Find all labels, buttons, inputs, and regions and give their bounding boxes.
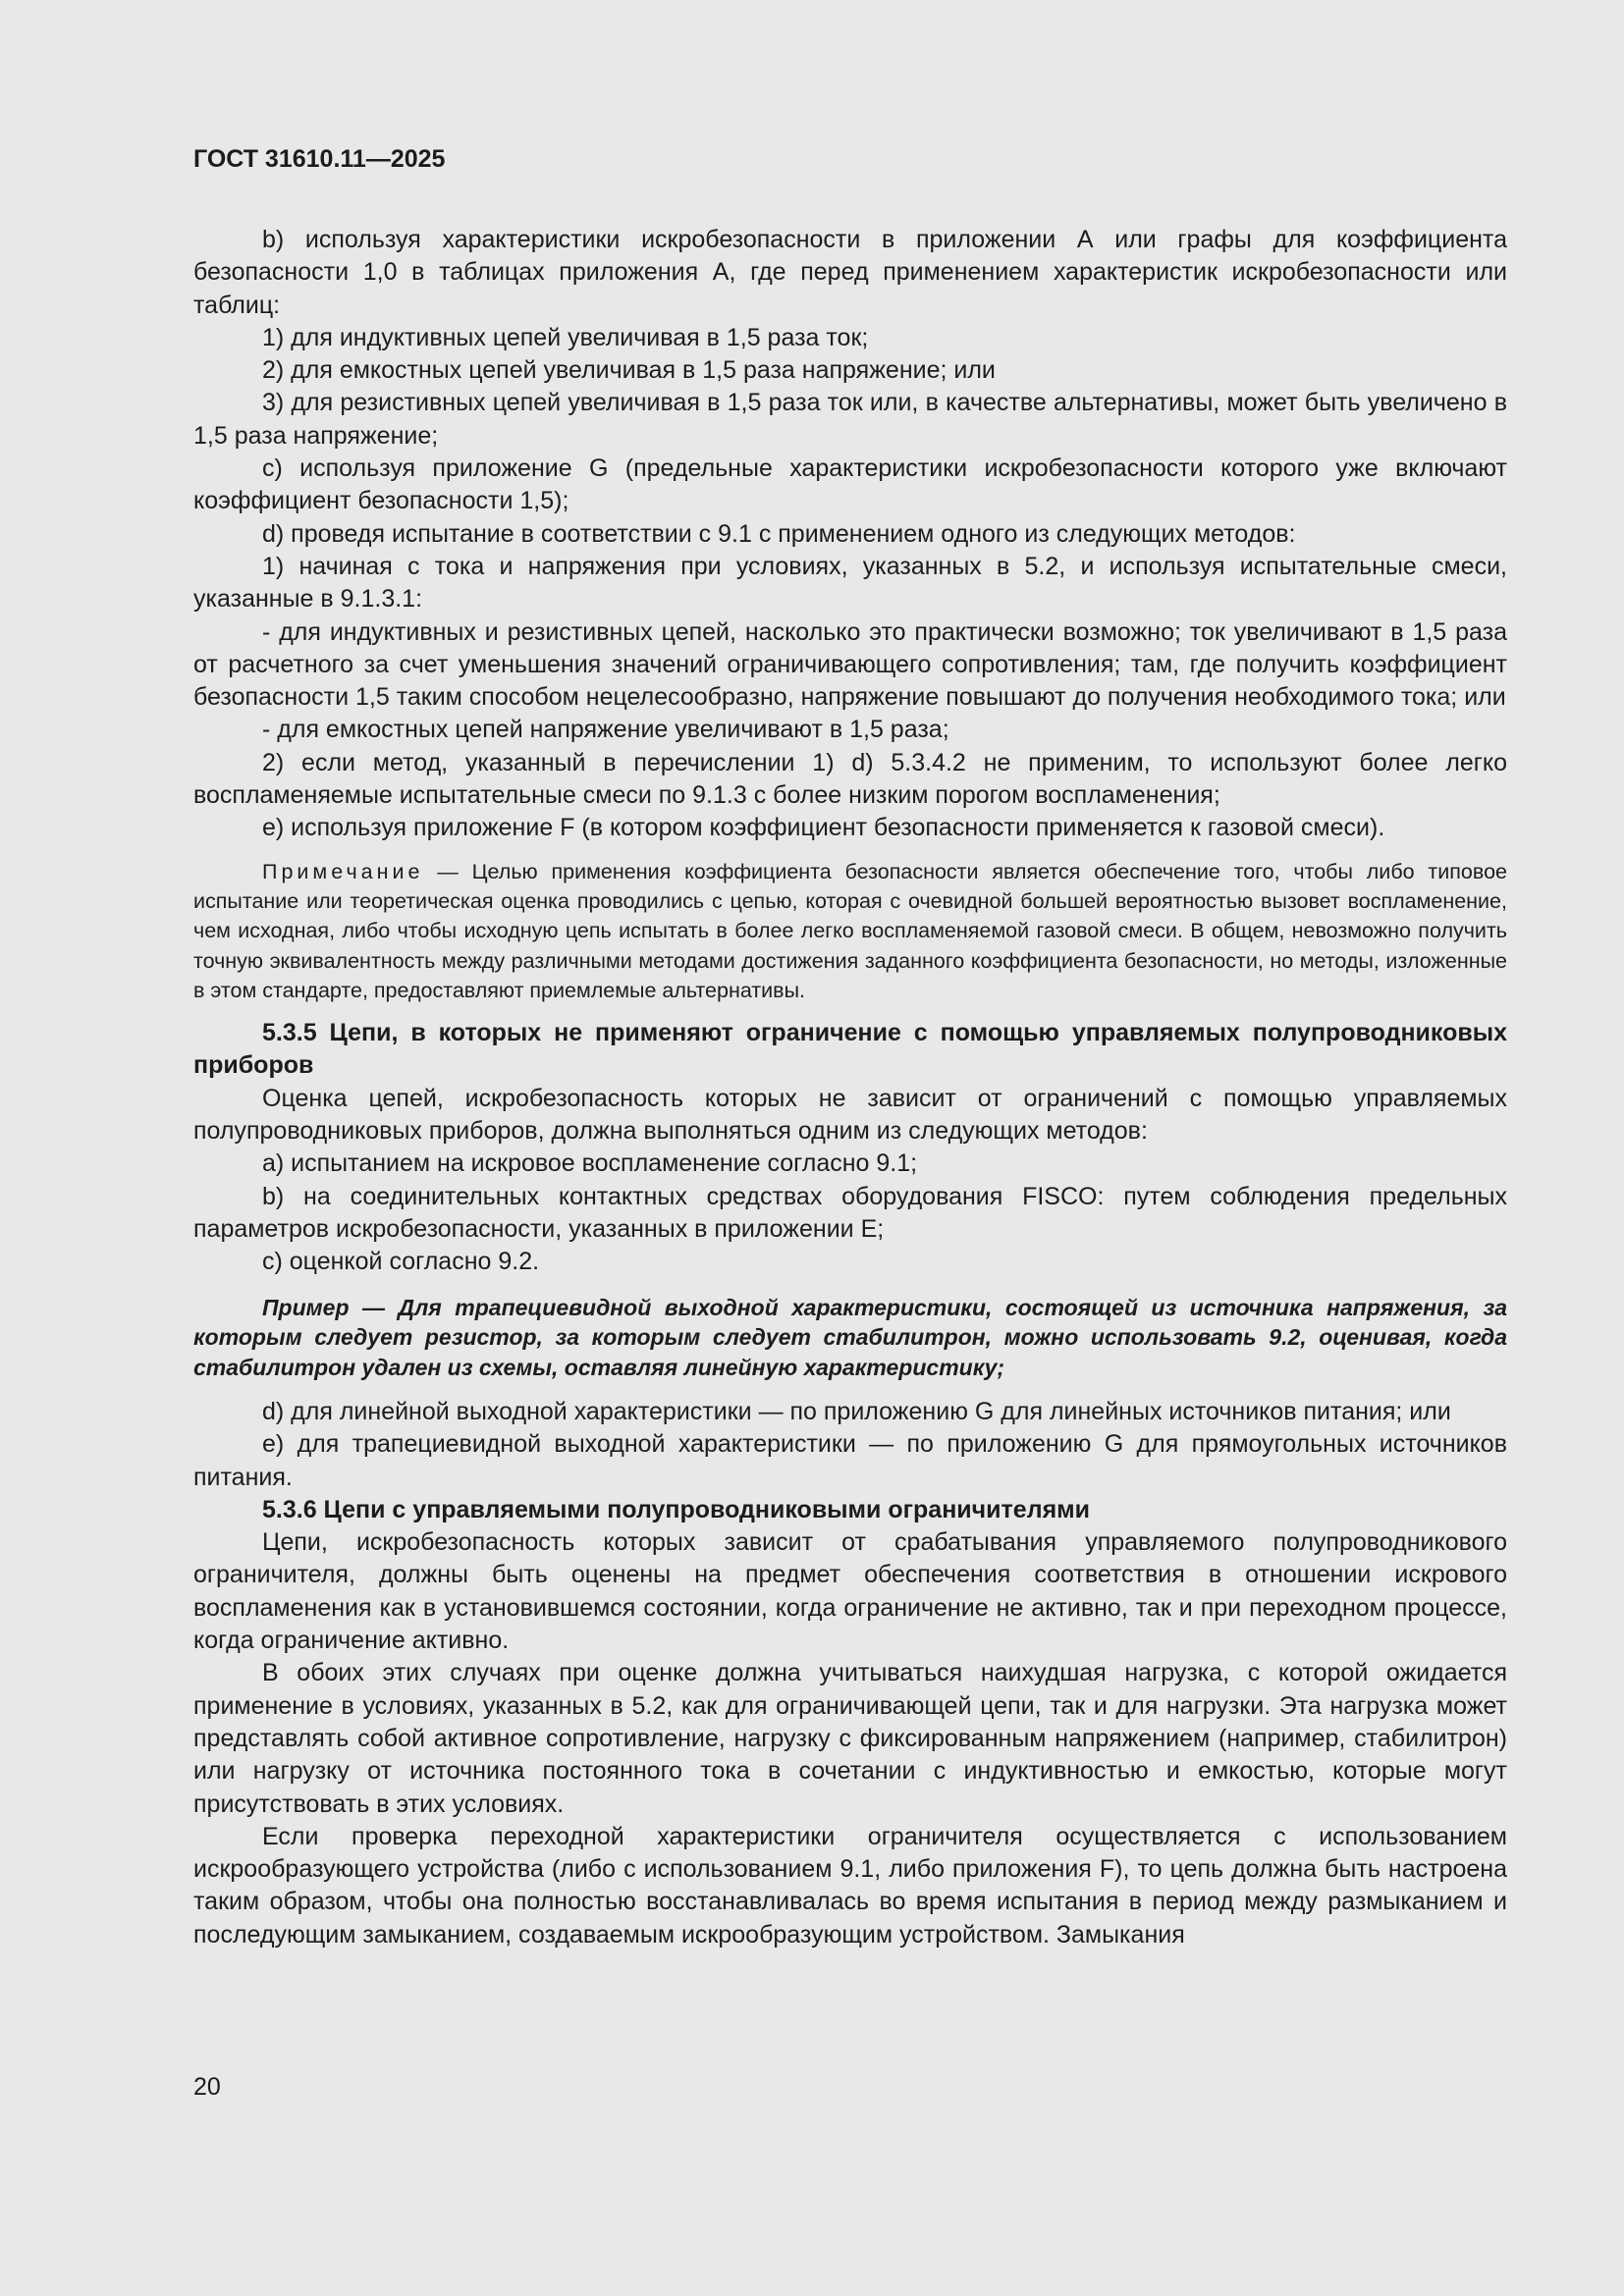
list-item: e) для трапециевидной выходной характеристики — по приложению G для прямоугольных источников питания. [193,1430,1507,1491]
paragraph: b) используя характеристики искробезопасности в приложении А или графы для коэффициента безопасности 1,0 в таблицах приложения А, где перед применением характеристик искробезопасности или таблиц: [193,226,1507,319]
note-text: — Целью применения коэффициента безопасности является обеспечение того, чтобы либо типовое испытание или теоретическая оценка проводились с цепью, которая с очевидной большей вероятностью вызовет воспламенение, чем исходная, либо чтобы исходную цепь испытать в более легко воспламеняемой газовой смеси. В общем, невозможно получить точную эквивалентность между различными методами достижения заданного коэффициента безопасности, но методы, изложенные в этом стандарте, предоставляют приемлемые альтернативы. [193,859,1507,1002]
paragraph: Оценка цепей, искробезопасность которых не зависит от ограничений с помощью управляемых полупроводниковых приборов, должна выполняться одним из следующих методов: [193,1084,1507,1146]
note [193,857,1507,1005]
list-item: - для емкостных цепей напряжение увеличивают в 1,5 раза; [262,716,949,744]
list-item: - для индуктивных и резистивных цепей, насколько это практически возможно; ток увеличивают в 1,5 раза от расчетного за счет уменьшения значений ограничивающего сопротивления; там, где получить коэффициент безопасности 1,5 таким способом нецелесообразно, напряжение повышают до получения необходимого тока; или [193,617,1507,712]
paragraph: Если проверка переходной характеристики ограничителя осуществляется с использованием искрообразующего устройства (либо с использованием 9.1, либо приложения F), то цепь должна быть настроена таким образом, чтобы она полностью восстанавливалась во время испытания в период между размыканием и последующим замыканием, создаваемым искрообразующим устройством. Замыкания [193,1822,1507,1949]
list-item: 2) если метод, указанный в перечислении 1) d) 5.3.4.2 не применим, то используют более легко воспламеняемые испытательные смеси по 9.1.3 с более низким порогом воспламенения; [193,748,1507,810]
page-number: 20 [193,2073,221,2101]
list-item: 1) начиная с тока и напряжения при условиях, указанных в 5.2, и используя испытательные смеси, указанные в 9.1.3.1: [193,552,1507,614]
list-item: b) на соединительных контактных средствах оборудования FISCO: путем соблюдения предельных параметров искробезопасности, указанных в приложении Е; [193,1182,1507,1243]
list-item: 1) для индуктивных цепей увеличивая в 1,5 раза ток; [262,323,869,351]
paragraph: e) используя приложение F (в котором коэффициент безопасности применяется к газовой смеси). [262,814,1385,842]
paragraph: Цепи, искробезопасность которых зависит от срабатывания управляемого полупроводникового ограничителя, должны быть оценены на предмет обеспечения соответствия в отношении искрового воспламенения как в установившемся состоянии, когда ограничение не активно, так и при переходном процессе, когда ограничение активно. [193,1528,1507,1655]
list-item: d) для линейной выходной характеристики — по приложению G для линейных источников питания; или [262,1398,1451,1425]
list-item: 2) для емкостных цепей увеличивая в 1,5 раза напряжение; или [262,356,996,385]
document-header: ГОСТ 31610.11—2025 [193,145,446,173]
note-label: Примечание [262,859,424,883]
paragraph: d) проведя испытание в соответствии с 9.1 с применением одного из следующих методов: [262,519,1296,548]
paragraph: c) используя приложение G (предельные характеристики искробезопасности которого уже включают коэффициент безопасности 1,5); [193,454,1507,515]
document-page [193,143,1507,1951]
section-heading-5-3-5: 5.3.5 Цепи, в которых не применяют ограничение с помощью управляемых полупроводниковых приборов [193,1019,1507,1080]
list-item: c) оценкой согласно 9.2. [262,1248,540,1276]
section-heading-5-3-6: 5.3.6 Цепи с управляемыми полупроводниковыми ограничителями [262,1495,1091,1523]
list-item: a) испытанием на искровое воспламенение согласно 9.1; [262,1149,918,1178]
list-item: 3) для резистивных цепей увеличивая в 1,5 раза ток или, в качестве альтернативы, может быть увеличено в 1,5 раза напряжение; [193,389,1507,450]
paragraph: В обоих этих случаях при оценке должна учитываться наихудшая нагрузка, с которой ожидается применение в условиях, указанных в 5.2, как для ограничивающей цепи, так и для нагрузки. Эта нагрузка может представлять собой активное сопротивление, нагрузку с фиксированным напряжением (например, стабилитрон) или нагрузку от источника постоянного тока в сочетании с индуктивностью и емкостью, которые могут присутствовать в этих условиях. [193,1659,1507,1818]
example: Пример — Для трапециевидной выходной характеристики, состоящей из источника напряжения, за которым следует резистор, за которым следует стабилитрон, можно использовать 9.2, оценивая, когда стабилитрон удален из схемы, оставляя линейную характеристику; [193,1294,1507,1380]
